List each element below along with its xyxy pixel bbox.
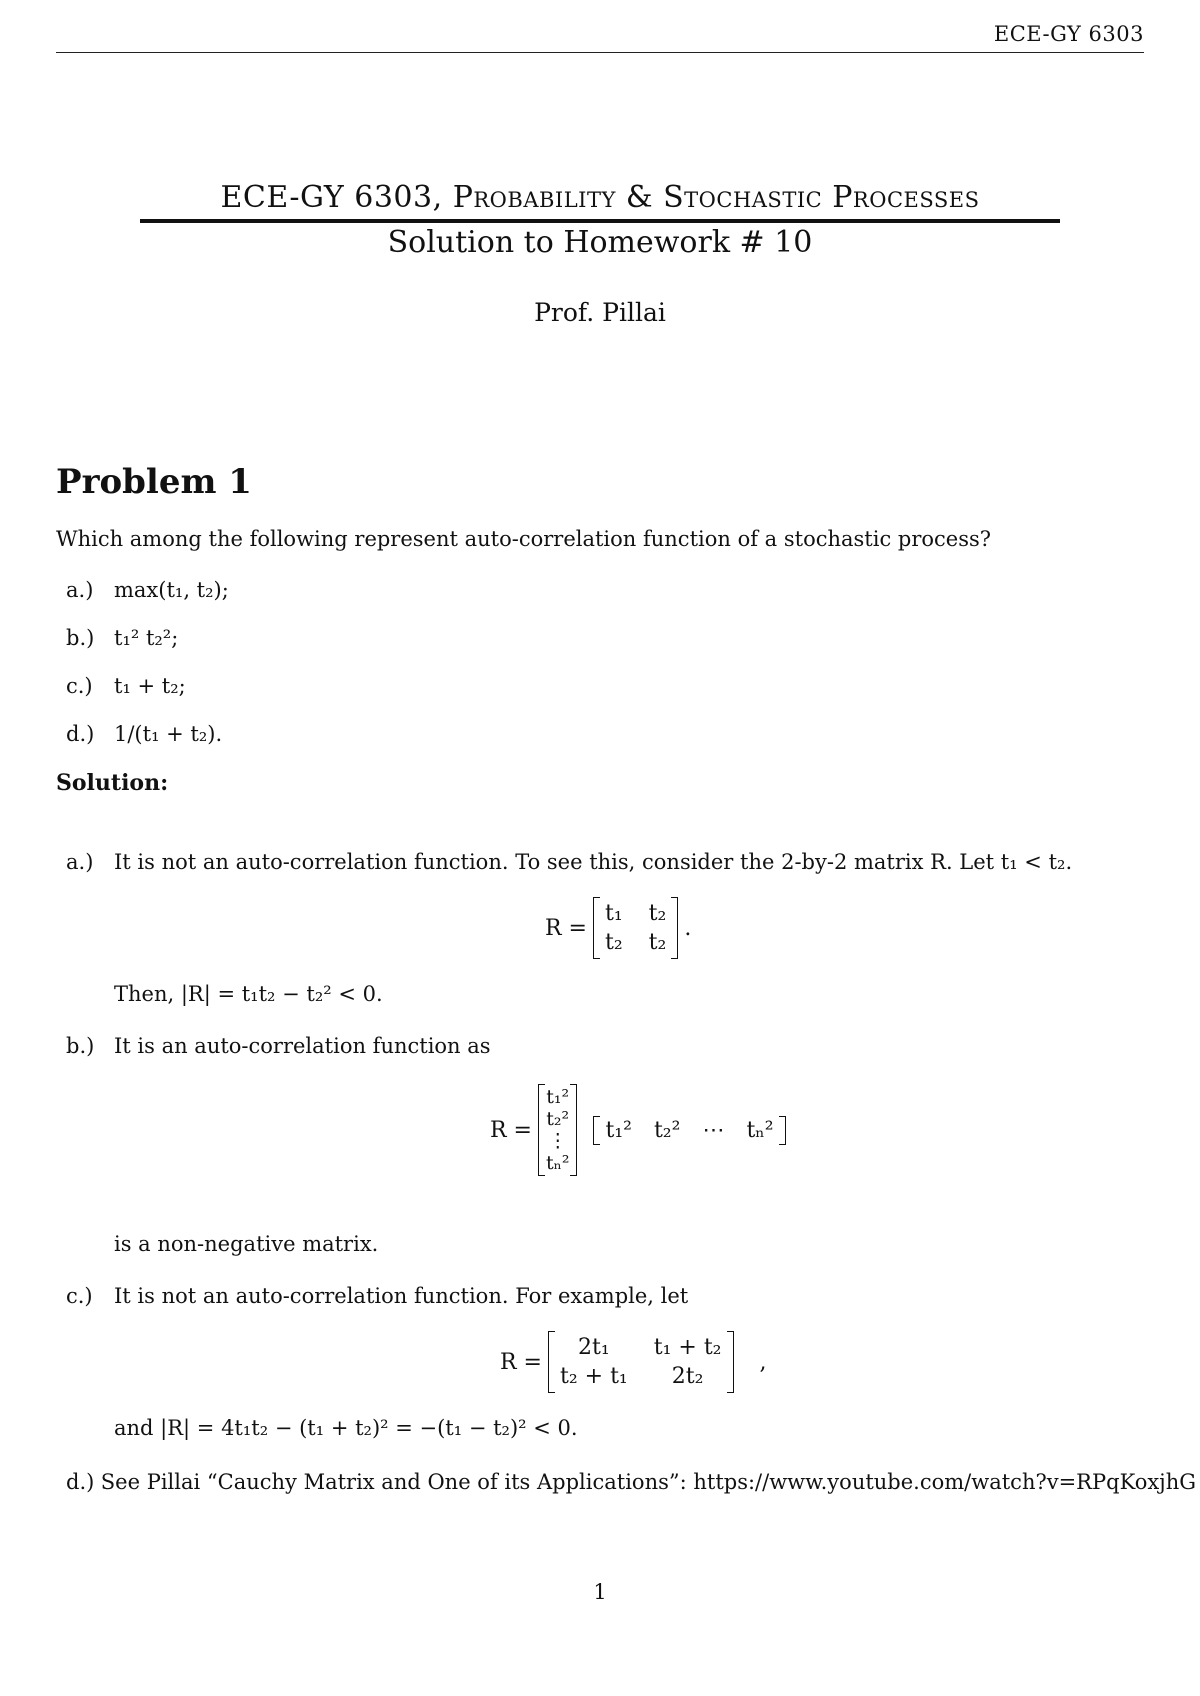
matrix bbox=[593, 897, 678, 959]
header-rule bbox=[56, 52, 1144, 53]
running-head: ECE-GY 6303 bbox=[993, 22, 1144, 46]
vector-entry: t₂² bbox=[546, 1108, 570, 1130]
row-vector bbox=[593, 1116, 785, 1145]
solution-heading: Solution: bbox=[56, 770, 169, 796]
vector-entry: t₂² bbox=[653, 1117, 681, 1143]
equation-lhs: R = bbox=[545, 915, 587, 941]
solution-a bbox=[66, 850, 1072, 874]
list-item bbox=[66, 674, 229, 722]
equation-lhs: R = bbox=[490, 1117, 532, 1143]
solution-text: It is an auto-correlation function as bbox=[114, 1034, 491, 1058]
course-name: Probability & Stochastic Processes bbox=[452, 180, 980, 215]
equation-a bbox=[545, 897, 691, 959]
solution-a-then: Then, |R| = t₁t₂ − t₂² < 0. bbox=[114, 982, 383, 1006]
vector-entry: t₁² bbox=[546, 1086, 570, 1108]
option-expr: max(t₁, t₂); bbox=[114, 578, 229, 602]
vector-entry: tₙ² bbox=[746, 1117, 774, 1143]
vector-entry: ⋯ bbox=[702, 1117, 725, 1143]
vector-entry: t₁² bbox=[605, 1117, 632, 1143]
equation-b bbox=[490, 1084, 786, 1176]
solution-d bbox=[66, 1470, 1196, 1494]
list-item bbox=[66, 578, 229, 626]
solution-text: It is not an auto-correlation function. For example, let bbox=[114, 1284, 689, 1308]
vector-entry: tₙ² bbox=[546, 1152, 570, 1174]
matrix bbox=[548, 1331, 734, 1393]
page-number: 1 bbox=[593, 1580, 607, 1604]
solution-label: d.) bbox=[66, 1470, 95, 1494]
matrix-entry: t₁ + t₂ bbox=[653, 1335, 722, 1360]
matrix-entry: t₂ bbox=[648, 901, 667, 926]
list-item bbox=[66, 722, 229, 770]
solution-label: b.) bbox=[66, 1034, 95, 1058]
solution-text: It is not an auto-correlation function. To see this, consider the 2-by-2 matrix R. Let t₁ < t₂. bbox=[114, 850, 1073, 874]
equation-punct: . bbox=[684, 915, 692, 941]
solution-link[interactable]: See Pillai “Cauchy Matrix and One of its Applications”: https://www.youtube.com/watch?v=RPqKoxjhG bbox=[100, 1470, 1196, 1494]
matrix-entry: t₂ + t₁ bbox=[560, 1364, 628, 1389]
option-label: c.) bbox=[66, 674, 93, 698]
equation-lhs: R = bbox=[500, 1349, 542, 1375]
solution-label: c.) bbox=[66, 1284, 93, 1308]
option-expr: 1/(t₁ + t₂). bbox=[114, 722, 223, 746]
solution-label: a.) bbox=[66, 850, 94, 874]
vector-entry: ⋮ bbox=[548, 1130, 568, 1152]
equation-c bbox=[500, 1331, 767, 1393]
matrix-entry: t₁ bbox=[605, 901, 623, 926]
option-list bbox=[66, 578, 229, 770]
option-expr: t₁² t₂²; bbox=[114, 626, 179, 650]
solution-b-after: is a non-negative matrix. bbox=[114, 1232, 379, 1256]
author: Prof. Pillai bbox=[534, 298, 666, 327]
course-code: ECE-GY 6303, bbox=[220, 180, 453, 215]
subtitle: Solution to Homework # 10 bbox=[387, 225, 813, 260]
list-item bbox=[66, 626, 229, 674]
option-label: d.) bbox=[66, 722, 95, 746]
course-title bbox=[221, 180, 980, 217]
title-block bbox=[0, 180, 1200, 327]
solution-c-after: and |R| = 4t₁t₂ − (t₁ + t₂)² = −(t₁ − t₂)² < 0. bbox=[114, 1416, 578, 1440]
matrix-entry: 2t₂ bbox=[671, 1364, 704, 1389]
equation-punct: , bbox=[759, 1349, 767, 1375]
option-label: a.) bbox=[66, 578, 94, 602]
problem-heading: Problem 1 bbox=[56, 462, 252, 502]
solution-c bbox=[66, 1284, 688, 1308]
problem-statement: Which among the following represent auto-correlation function of a stochastic process? bbox=[56, 527, 992, 551]
solution-b bbox=[66, 1034, 491, 1058]
matrix-entry: 2t₁ bbox=[578, 1335, 610, 1360]
column-vector bbox=[538, 1084, 577, 1176]
title-rule bbox=[140, 219, 1060, 223]
matrix-entry: t₂ bbox=[605, 930, 623, 955]
option-label: b.) bbox=[66, 626, 95, 650]
matrix-entry: t₂ bbox=[648, 930, 667, 955]
option-expr: t₁ + t₂; bbox=[114, 674, 186, 698]
